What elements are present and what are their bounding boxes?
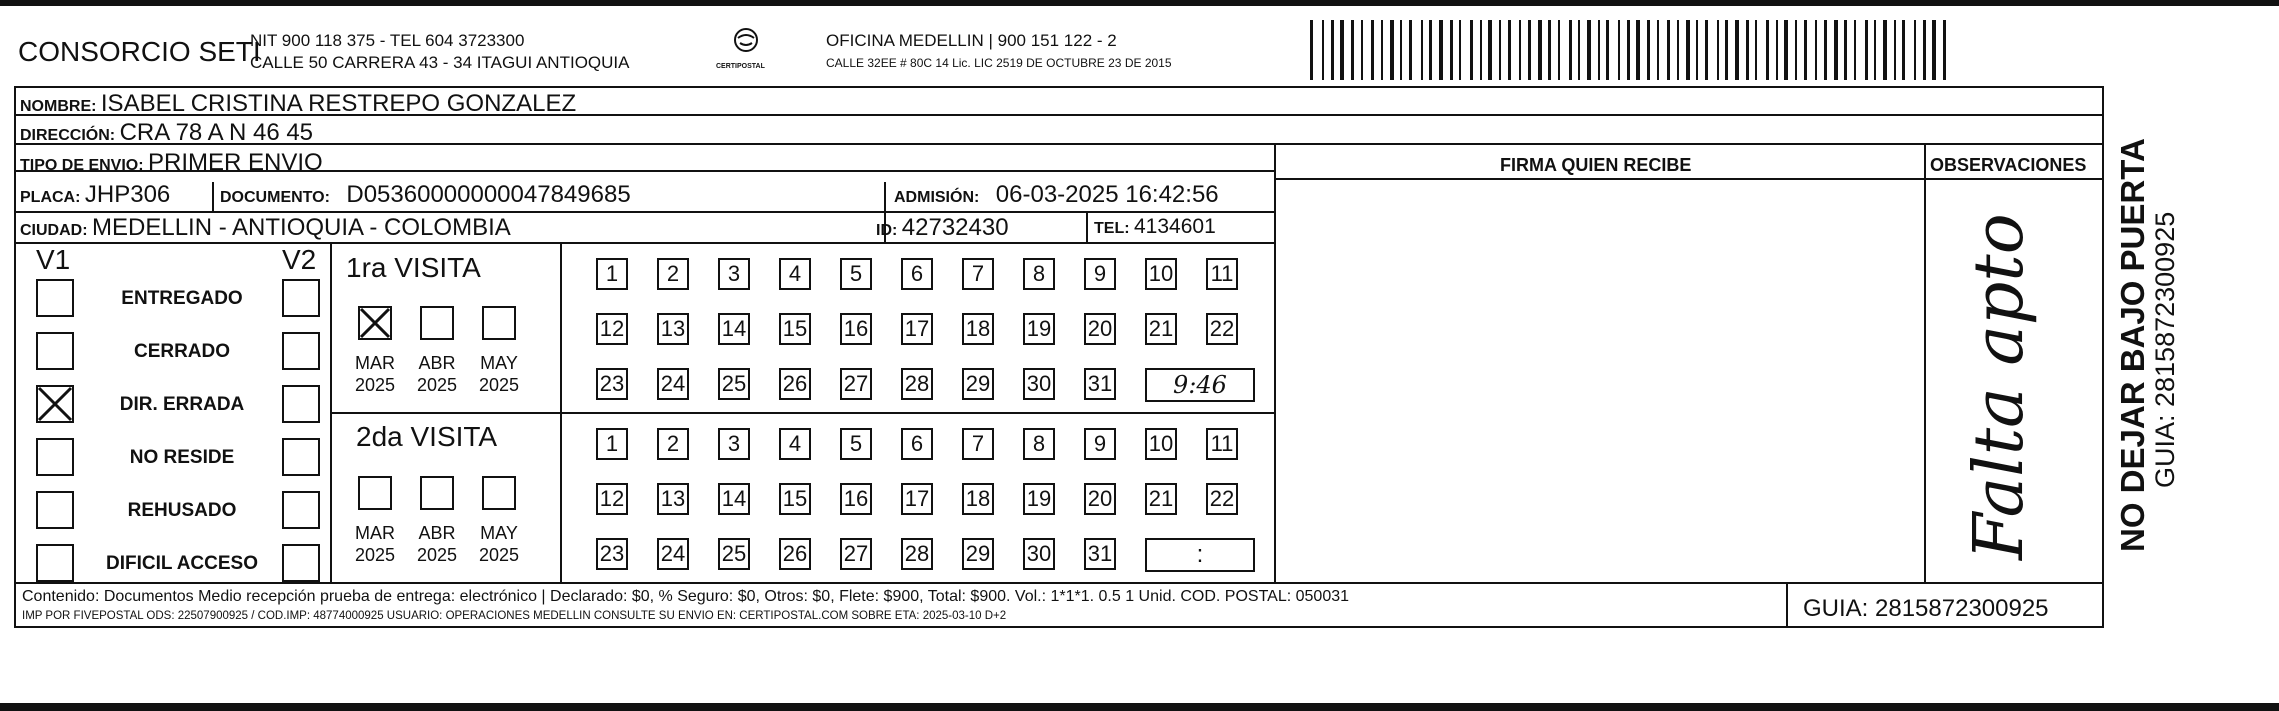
placa-value: JHP306 [84,181,171,208]
status-label: NO RESIDE [129,447,235,468]
address-line: CALLE 50 CARRERA 43 - 34 ITAGUI ANTIOQUIA [250,53,630,72]
company-name: CONSORCIO SETI [18,36,261,67]
day-box: 13 [657,313,689,345]
first-visit-title: 1ra VISITA [346,252,481,283]
side-guia: GUIA: 2815872300925 [2150,211,2180,488]
day-box: 24 [657,538,689,570]
month-label [469,522,529,566]
month-year: 2025 [354,375,396,395]
day-box: 3 [718,258,750,290]
day-box: 31 [1084,368,1116,400]
v1-checkbox [36,279,74,317]
day-box: 29 [962,538,994,570]
v1-checkbox [36,438,74,476]
day-box: 21 [1145,483,1177,515]
form-frame [14,86,2104,628]
day-box: 11 [1206,428,1238,460]
nit-line: NIT 900 118 375 - TEL 604 3723300 [250,31,525,50]
day-box: 17 [901,483,933,515]
bottom-border [0,703,2279,711]
month-name: MAR [355,523,395,543]
day-box: 26 [779,538,811,570]
status-label: ENTREGADO [121,288,243,309]
direccion-value: CRA 78 A N 46 45 [119,119,314,146]
day-box: 20 [1084,483,1116,515]
month-label [469,352,529,396]
tel-field [1094,216,1216,237]
day-box: 2 [657,428,689,460]
tipo-envio-value: PRIMER ENVIO [148,149,323,176]
month-name: MAY [480,353,518,373]
day-box: 7 [962,258,994,290]
tipo-envio-label: TIPO DE ENVIO: [20,157,144,174]
month-year: 2025 [354,545,396,565]
v1-checkbox [36,385,74,423]
admision-label: ADMISIÓN: [894,189,980,206]
firma-header: FIRMA QUIEN RECIBE [1500,155,1692,175]
month-year: 2025 [416,375,458,395]
day-box: 8 [1023,258,1055,290]
day-box: 25 [718,538,750,570]
observaciones-handwriting: Falta apto [1960,213,2039,560]
status-label: CERRADO [133,341,231,362]
barcode-icon [1310,20,1950,80]
day-box: 10 [1145,428,1177,460]
day-box: 22 [1206,313,1238,345]
day-box: 31 [1084,538,1116,570]
day-box: 5 [840,428,872,460]
month-name: ABR [418,523,456,543]
day-box: 7 [962,428,994,460]
month-name: MAY [480,523,518,543]
direccion-label: DIRECCIÓN: [20,127,116,144]
day-box: 14 [718,483,750,515]
observaciones-header: OBSERVACIONES [1930,155,2087,175]
license-line: CALLE 32EE # 80C 14 Lic. LIC 2519 DE OCTUBRE 23 DE 2015 [826,56,1172,70]
id-value: 42732430 [901,214,1009,241]
day-box: 18 [962,483,994,515]
day-box: 24 [657,368,689,400]
day-box: 11 [1206,258,1238,290]
month-label [345,352,405,396]
tel-value: 4134601 [1134,215,1216,238]
day-box: 26 [779,368,811,400]
month-checkbox [358,306,392,340]
v2-checkbox [282,438,320,476]
check-mark-icon [358,306,392,340]
day-box: 19 [1023,483,1055,515]
day-box: 1 [596,428,628,460]
day-box: 3 [718,428,750,460]
direccion-row [20,121,313,145]
v1-header: V1 [36,244,71,275]
day-box: 20 [1084,313,1116,345]
day-box: 6 [901,428,933,460]
first-visit-time: 9:46 [1145,368,1255,402]
nombre-row [20,92,576,116]
v2-checkbox [282,544,320,582]
day-box: 22 [1206,483,1238,515]
month-checkbox [482,306,516,340]
second-visit-time: : [1145,538,1255,572]
documento-label: DOCUMENTO: [220,189,330,206]
day-box: 9 [1084,428,1116,460]
footer-contenido: Contenido: Documentos Medio recepción prueba de entrega: electrónico | Declarado: $0, % Seguro: $0, Otros: $0, Flete: $900, Total: $900. Vol.: 1*1*1. 0.5 1 Unid. COD. POSTAL: 050031 [22,588,1350,605]
status-label: DIR. ERRADA [119,394,245,415]
day-box: 6 [901,258,933,290]
month-checkbox [420,306,454,340]
day-box: 29 [962,368,994,400]
v2-checkbox [282,385,320,423]
month-year: 2025 [478,375,520,395]
day-box: 27 [840,368,872,400]
day-box: 10 [1145,258,1177,290]
day-box: 18 [962,313,994,345]
status-label: DIFICIL ACCESO [105,553,258,574]
day-box: 1 [596,258,628,290]
day-box: 4 [779,258,811,290]
office-line: OFICINA MEDELLIN | 900 151 122 - 2 [826,31,1117,50]
footer-imp: IMP POR FIVEPOSTAL ODS: 22507900925 / COD.IMP: 48774000925 USUARIO: OPERACIONES MEDELLIN CONSULTE SU ENVIO EN: CERTIPOSTAL.COM SOBRE ETA: 2025-03-10 D+2 [22,610,1007,622]
day-box: 23 [596,368,628,400]
top-border [0,0,2279,6]
day-box: 28 [901,368,933,400]
day-box: 21 [1145,313,1177,345]
day-box: 23 [596,538,628,570]
id-field [876,216,1009,240]
month-year: 2025 [416,545,458,565]
nombre-value: ISABEL CRISTINA RESTREPO GONZALEZ [100,90,577,117]
day-box: 16 [840,313,872,345]
month-label [407,352,467,396]
v1-checkbox [36,491,74,529]
no-dejar-bajo-puerta: NO DEJAR BAJO PUERTA [2114,138,2151,552]
logo-text: CERTIPOSTAL [716,63,765,70]
v2-checkbox [282,332,320,370]
admision-field [894,183,1219,207]
day-box: 2 [657,258,689,290]
day-box: 9 [1084,258,1116,290]
day-box: 12 [596,483,628,515]
check-mark-icon [36,385,74,423]
day-box: 14 [718,313,750,345]
day-box: 16 [840,483,872,515]
certipostal-logo [718,26,774,76]
second-visit-title: 2da VISITA [356,421,498,452]
footer-guia: GUIA: 2815872300925 [1803,595,2049,622]
day-box: 25 [718,368,750,400]
documento-value: D05360000000047849685 [346,181,631,208]
day-box: 15 [779,313,811,345]
v2-checkbox [282,279,320,317]
v1-checkbox [36,332,74,370]
day-box: 12 [596,313,628,345]
ciudad-field [20,216,511,240]
day-box: 28 [901,538,933,570]
day-box: 13 [657,483,689,515]
v2-header: V2 [282,244,317,275]
v1-checkbox [36,544,74,582]
ciudad-value: MEDELLIN - ANTIOQUIA - COLOMBIA [92,214,511,241]
nombre-label: NOMBRE: [20,98,97,115]
placa-field [20,183,170,207]
day-box: 19 [1023,313,1055,345]
day-box: 30 [1023,368,1055,400]
ciudad-label: CIUDAD: [20,222,88,239]
placa-label: PLACA: [20,189,81,206]
month-label [407,522,467,566]
month-checkbox [482,476,516,510]
day-box: 27 [840,538,872,570]
day-box: 17 [901,313,933,345]
month-checkbox [358,476,392,510]
month-year: 2025 [478,545,520,565]
day-box: 30 [1023,538,1055,570]
month-name: MAR [355,353,395,373]
day-box: 4 [779,428,811,460]
tipo-envio-row [20,151,323,175]
day-box: 5 [840,258,872,290]
status-label: REHUSADO [127,500,237,521]
id-label: ID: [876,222,898,239]
v2-checkbox [282,491,320,529]
day-box: 8 [1023,428,1055,460]
month-checkbox [420,476,454,510]
day-box: 15 [779,483,811,515]
tel-label: TEL: [1094,220,1130,237]
month-name: ABR [418,353,456,373]
month-label [345,522,405,566]
admision-value: 06-03-2025 16:42:56 [995,181,1219,208]
documento-field [220,183,631,207]
